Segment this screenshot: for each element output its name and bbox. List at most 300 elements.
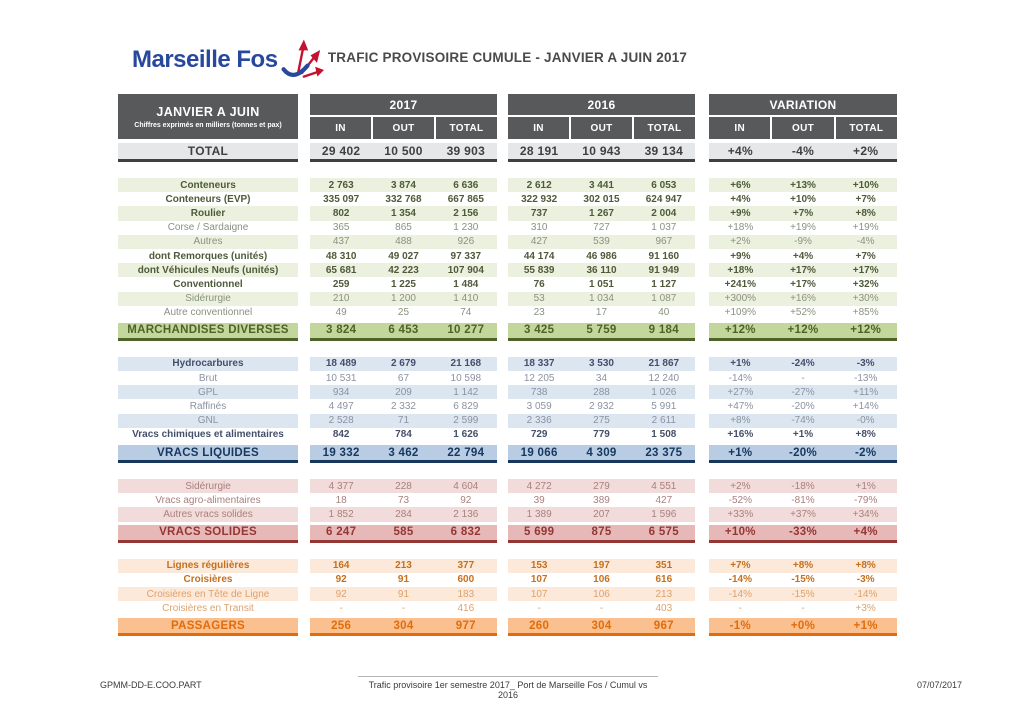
table-row [118, 601, 897, 615]
cell-value: 967 [655, 236, 673, 248]
column-header-total: TOTAL [436, 117, 497, 139]
table-row [118, 178, 897, 192]
cell-value: 76 [533, 278, 545, 290]
row-label: GNL [118, 414, 298, 428]
cell-value: 729 [530, 429, 548, 441]
value-block [709, 479, 897, 493]
cell-value: - [738, 602, 742, 614]
table-row [118, 221, 897, 235]
section-total-row [118, 525, 897, 543]
cell-value: 183 [457, 588, 475, 600]
section-total-row [118, 445, 897, 463]
row-label: dont Véhicules Neufs (unités) [118, 263, 298, 277]
cell-value: 97 337 [450, 250, 482, 262]
cell-value: +241% [724, 278, 757, 290]
value-block [709, 559, 897, 573]
cell-value: 2 336 [526, 415, 552, 427]
cell-value: 92 [335, 588, 347, 600]
value-block [310, 192, 497, 206]
row-label: Corse / Sardaigne [118, 221, 298, 235]
cell-value: 107 904 [447, 264, 484, 276]
cell-value: 23 375 [645, 446, 683, 459]
value-block [508, 235, 695, 249]
cell-value: 2 156 [453, 207, 479, 219]
cell-value: 5 991 [651, 401, 677, 413]
row-label: Hydrocarbures [118, 357, 298, 371]
cell-value: +19% [790, 222, 816, 234]
cell-value: +2% [730, 480, 751, 492]
cell-value: +18% [727, 264, 754, 276]
value-block [709, 235, 897, 249]
cell-value: +37% [790, 508, 816, 520]
cell-value: 488 [395, 236, 412, 248]
cell-value: 106 [593, 574, 610, 586]
cell-value: 302 015 [583, 193, 620, 205]
cell-value: 36 110 [586, 264, 617, 276]
cell-value: +17% [790, 264, 816, 276]
cell-value: +8% [855, 429, 876, 441]
value-block [709, 178, 897, 192]
table-row [118, 192, 897, 206]
section-total-row [118, 618, 897, 636]
cell-value: 304 [393, 619, 414, 632]
cell-value: +47% [727, 401, 754, 413]
value-block [508, 292, 695, 306]
cell-value: 934 [332, 386, 350, 398]
cell-value: 6 053 [651, 179, 677, 191]
cell-value: +6% [730, 179, 751, 191]
table-row [118, 587, 897, 601]
cell-value: 19 066 [520, 446, 558, 459]
value-block [709, 221, 897, 235]
cell-value: 304 [591, 619, 612, 632]
value-block [310, 357, 497, 371]
value-block [709, 414, 897, 428]
table-row [118, 507, 897, 521]
value-block [709, 428, 897, 442]
section-total-label: PASSAGERS [118, 618, 298, 636]
cell-value: 288 [593, 386, 610, 398]
value-block [310, 493, 497, 507]
cell-value: 4 497 [328, 401, 354, 413]
cell-value: 335 097 [323, 193, 360, 205]
cell-value: +17% [790, 278, 816, 290]
table-row [118, 479, 897, 493]
cell-value: +1% [855, 480, 876, 492]
cell-value: 28 191 [519, 144, 559, 158]
cell-value: 1 225 [390, 278, 416, 290]
cell-value: 207 [593, 508, 610, 520]
table-row [118, 357, 897, 371]
cell-value: +12% [724, 324, 756, 337]
cell-value: 1 051 [588, 278, 614, 290]
grand-total-row [118, 143, 897, 162]
group-label-2016: 2016 [508, 94, 695, 115]
value-block [310, 306, 497, 320]
value-block [709, 357, 897, 371]
cell-value: +10% [790, 193, 816, 205]
cell-value: +4% [730, 193, 751, 205]
section-total-label: TOTAL [118, 143, 298, 162]
value-block [508, 323, 695, 341]
table-row [118, 306, 897, 320]
cell-value: 377 [457, 560, 475, 572]
value-block [709, 192, 897, 206]
table-row [118, 573, 897, 587]
cell-value: 213 [395, 560, 412, 572]
cell-value: - [599, 602, 604, 614]
value-block [310, 601, 497, 615]
cell-value: 351 [655, 560, 673, 572]
cell-value: +8% [792, 560, 814, 572]
cell-value: 784 [395, 429, 412, 441]
cell-value: - [339, 602, 343, 614]
section-total-label: MARCHANDISES DIVERSES [118, 323, 298, 341]
cell-value: 6 247 [326, 526, 357, 539]
cell-value: +11% [853, 386, 879, 398]
cell-value: -3% [856, 358, 875, 370]
value-block [508, 573, 695, 587]
group-label-variation: VARIATION [709, 94, 897, 115]
cell-value: 2 611 [651, 415, 676, 427]
value-block [310, 479, 497, 493]
cell-value: -2% [855, 446, 877, 459]
cell-value: +19% [852, 222, 879, 234]
value-block [310, 323, 497, 341]
cell-value: -14% [854, 588, 878, 600]
cell-value: 926 [457, 236, 475, 248]
cell-value: 2 599 [453, 415, 479, 427]
cell-value: 12 240 [648, 372, 680, 384]
value-block [508, 559, 695, 573]
cell-value: +7% [792, 207, 814, 219]
cell-value: 2 136 [453, 508, 479, 520]
section-gap [118, 463, 897, 479]
cell-value: 1 230 [453, 222, 479, 234]
cell-value: 34 [595, 372, 608, 384]
row-label: Autre conventionnel [118, 306, 298, 320]
cell-value: 1 087 [651, 293, 677, 305]
section-gap [118, 162, 897, 178]
cell-value: 12 205 [523, 372, 555, 384]
cell-value: 1 037 [651, 222, 677, 234]
cell-value: 5 759 [586, 324, 617, 337]
cell-value: - [401, 602, 406, 614]
value-block [310, 414, 497, 428]
header-group-variation [709, 94, 897, 139]
value-block [709, 601, 897, 615]
cell-value: 18 337 [523, 358, 555, 370]
value-block [508, 587, 695, 601]
row-label: GPL [118, 385, 298, 399]
cell-value: -18% [791, 480, 815, 492]
section-total-row [118, 323, 897, 341]
subheader-row [709, 117, 897, 139]
section-total-label: VRACS SOLIDES [118, 525, 298, 543]
cell-value: 65 681 [325, 264, 357, 276]
value-block [709, 206, 897, 220]
cell-value: +8% [855, 560, 876, 572]
section-gap [118, 341, 897, 357]
cell-value: 259 [332, 278, 350, 290]
cell-value: -15% [791, 588, 815, 600]
value-block [508, 277, 695, 291]
cell-value: 40 [658, 307, 670, 319]
value-block [709, 323, 897, 341]
column-header-total: TOTAL [634, 117, 695, 139]
cell-value: -33% [788, 526, 818, 539]
row-label: Roulier [118, 206, 298, 220]
cell-value: 967 [653, 619, 674, 632]
cell-value: -0% [856, 415, 875, 427]
cell-value: 49 027 [388, 250, 419, 262]
subheader-row [310, 117, 497, 139]
row-label: Sidérurgie [118, 292, 298, 306]
value-block [508, 618, 695, 636]
cell-value: 1 200 [390, 293, 416, 305]
cell-value: 25 [397, 307, 410, 319]
cell-value: -9% [794, 236, 812, 248]
table-row [118, 414, 897, 428]
cell-value: 73 [397, 494, 410, 506]
cell-value: 197 [593, 560, 610, 572]
cell-value: - [801, 372, 805, 384]
value-block [709, 399, 897, 413]
cell-value: 6 636 [453, 179, 479, 191]
cell-value: 737 [530, 207, 548, 219]
cell-value: 3 425 [524, 324, 555, 337]
cell-value: 1 626 [453, 429, 479, 441]
value-block [709, 306, 897, 320]
value-block [310, 277, 497, 291]
table-header [118, 94, 897, 139]
cell-value: 332 768 [385, 193, 422, 205]
cell-value: 74 [460, 307, 472, 319]
cell-value: 3 530 [588, 358, 614, 370]
value-block [709, 507, 897, 521]
cell-value: 260 [529, 619, 550, 632]
cell-value: 738 [530, 386, 548, 398]
value-block [310, 371, 497, 385]
value-block [508, 306, 695, 320]
cell-value: +85% [852, 307, 879, 319]
cell-value: +30% [852, 293, 879, 305]
cell-value: 44 174 [523, 250, 555, 262]
row-label: Conventionnel [118, 277, 298, 291]
value-block [709, 493, 897, 507]
cell-value: 153 [530, 560, 548, 572]
logo-text: Marseille Fos [132, 46, 278, 73]
cell-value: 39 134 [644, 144, 684, 158]
cell-value: 865 [395, 222, 412, 234]
cell-value: +34% [852, 508, 879, 520]
value-block [709, 445, 897, 463]
value-block [508, 601, 695, 615]
cell-value: 107 [530, 588, 548, 600]
value-block [310, 445, 497, 463]
cell-value: +10% [724, 526, 756, 539]
cell-value: 4 272 [526, 480, 552, 492]
value-block [709, 587, 897, 601]
cell-value: +2% [853, 144, 879, 158]
cell-value: 10 943 [582, 144, 621, 158]
value-block [508, 493, 695, 507]
cell-value: 875 [591, 526, 612, 539]
table-row [118, 371, 897, 385]
cell-value: 2 932 [588, 401, 614, 413]
column-header-out: OUT [772, 117, 833, 139]
column-header-out: OUT [571, 117, 632, 139]
cell-value: 91 [397, 588, 410, 600]
cell-value: +0% [790, 619, 816, 632]
table-row [118, 249, 897, 263]
cell-value: 3 462 [388, 446, 419, 459]
cell-value: 310 [530, 222, 548, 234]
table-row [118, 263, 897, 277]
header-period-label: JANVIER A JUIN [156, 104, 260, 119]
cell-value: +16% [727, 429, 754, 441]
cell-value: 23 [533, 307, 545, 319]
cell-value: +1% [792, 429, 814, 441]
table-row [118, 292, 897, 306]
cell-value: 2 004 [651, 207, 677, 219]
cell-value: 1 127 [651, 278, 677, 290]
cell-value: +300% [724, 293, 757, 305]
cell-value: 10 598 [450, 372, 482, 384]
cell-value: -24% [791, 358, 815, 370]
cell-value: 322 932 [521, 193, 558, 205]
value-block [709, 573, 897, 587]
header-left-box [118, 94, 298, 139]
cell-value: 585 [393, 526, 414, 539]
cell-value: 279 [593, 480, 610, 492]
cell-value: -4% [791, 144, 815, 158]
column-header-in: IN [310, 117, 371, 139]
cell-value: 779 [593, 429, 610, 441]
cell-value: 49 [335, 307, 347, 319]
group-label-2017: 2017 [310, 94, 497, 115]
cell-value: 427 [655, 494, 673, 506]
traffic-table [118, 94, 897, 636]
column-header-out: OUT [373, 117, 434, 139]
value-block [508, 206, 695, 220]
value-block [310, 559, 497, 573]
section-total-label: VRACS LIQUIDES [118, 445, 298, 463]
cell-value: 1 034 [588, 293, 614, 305]
table-row [118, 399, 897, 413]
cell-value: -27% [791, 386, 815, 398]
cell-value: +7% [855, 193, 876, 205]
table-row [118, 385, 897, 399]
cell-value: 210 [332, 293, 350, 305]
cell-value: 802 [332, 207, 350, 219]
table-row [118, 277, 897, 291]
cell-value: +27% [727, 386, 754, 398]
cell-value: +17% [852, 264, 879, 276]
value-block [508, 399, 695, 413]
cell-value: 18 [335, 494, 347, 506]
value-block [508, 414, 695, 428]
value-block [508, 357, 695, 371]
cell-value: +9% [730, 207, 751, 219]
cell-value: 3 874 [390, 179, 416, 191]
cell-value: -20% [788, 446, 818, 459]
cell-value: 3 824 [326, 324, 357, 337]
cell-value: +14% [852, 401, 879, 413]
cell-value: +3% [855, 602, 876, 614]
cell-value: 284 [395, 508, 412, 520]
table-body [118, 143, 897, 636]
cell-value: 6 832 [450, 526, 481, 539]
cell-value: -79% [854, 494, 878, 506]
footer-doc-reference: GPMM-DD-E.COO.PART [100, 680, 202, 690]
cell-value: 92 [335, 574, 347, 586]
cell-value: 1 596 [651, 508, 677, 520]
cell-value: 106 [593, 588, 610, 600]
cell-value: -81% [791, 494, 815, 506]
value-block [709, 525, 897, 543]
value-block [310, 385, 497, 399]
cell-value: 48 310 [325, 250, 357, 262]
table-row [118, 235, 897, 249]
cell-value: 21 168 [450, 358, 482, 370]
cell-value: 539 [593, 236, 610, 248]
value-block [310, 249, 497, 263]
table-row [118, 559, 897, 573]
cell-value: -1% [729, 619, 752, 632]
row-label: dont Remorques (unités) [118, 249, 298, 263]
cell-value: +18% [727, 222, 754, 234]
column-header-in: IN [709, 117, 770, 139]
cell-value: -52% [728, 494, 753, 506]
cell-value: 10 531 [325, 372, 357, 384]
value-block [508, 479, 695, 493]
cell-value: -14% [728, 574, 753, 586]
cell-value: +4% [727, 144, 753, 158]
table-row [118, 428, 897, 442]
cell-value: 1 354 [390, 207, 416, 219]
value-block [310, 428, 497, 442]
header-units-note: Chiffres exprimés en milliers (tonnes et pax) [134, 121, 282, 129]
cell-value: 107 [530, 574, 548, 586]
cell-value: 10 500 [384, 144, 423, 158]
row-label: Vracs agro-alimentaires [118, 493, 298, 507]
cell-value: 2 763 [328, 179, 354, 191]
row-label: Croisières en Tête de Ligne [118, 587, 298, 601]
value-block [508, 385, 695, 399]
cell-value: 21 867 [648, 358, 680, 370]
cell-value: 91 [397, 574, 410, 586]
cell-value: 437 [332, 236, 350, 248]
cell-value: 213 [655, 588, 673, 600]
row-label: Brut [118, 371, 298, 385]
value-block [310, 263, 497, 277]
cell-value: 727 [593, 222, 610, 234]
cell-value: 9 184 [648, 324, 679, 337]
page-title: TRAFIC PROVISOIRE CUMULE - JANVIER A JUIN 2017 [327, 50, 688, 65]
cell-value: -3% [856, 574, 875, 586]
cell-value: 6 453 [388, 324, 419, 337]
value-block [310, 399, 497, 413]
header-group-2017 [310, 94, 497, 139]
cell-value: 403 [655, 602, 673, 614]
cell-value: +4% [792, 250, 814, 262]
cell-value: +32% [852, 278, 879, 290]
cell-value: +12% [787, 324, 819, 337]
cell-value: +10% [852, 179, 879, 191]
cell-value: +7% [730, 560, 751, 572]
footer-document-title: Trafic provisoire 1er semestre 2017_ Port de Marseille Fos / Cumul vs 2016 [358, 676, 658, 700]
